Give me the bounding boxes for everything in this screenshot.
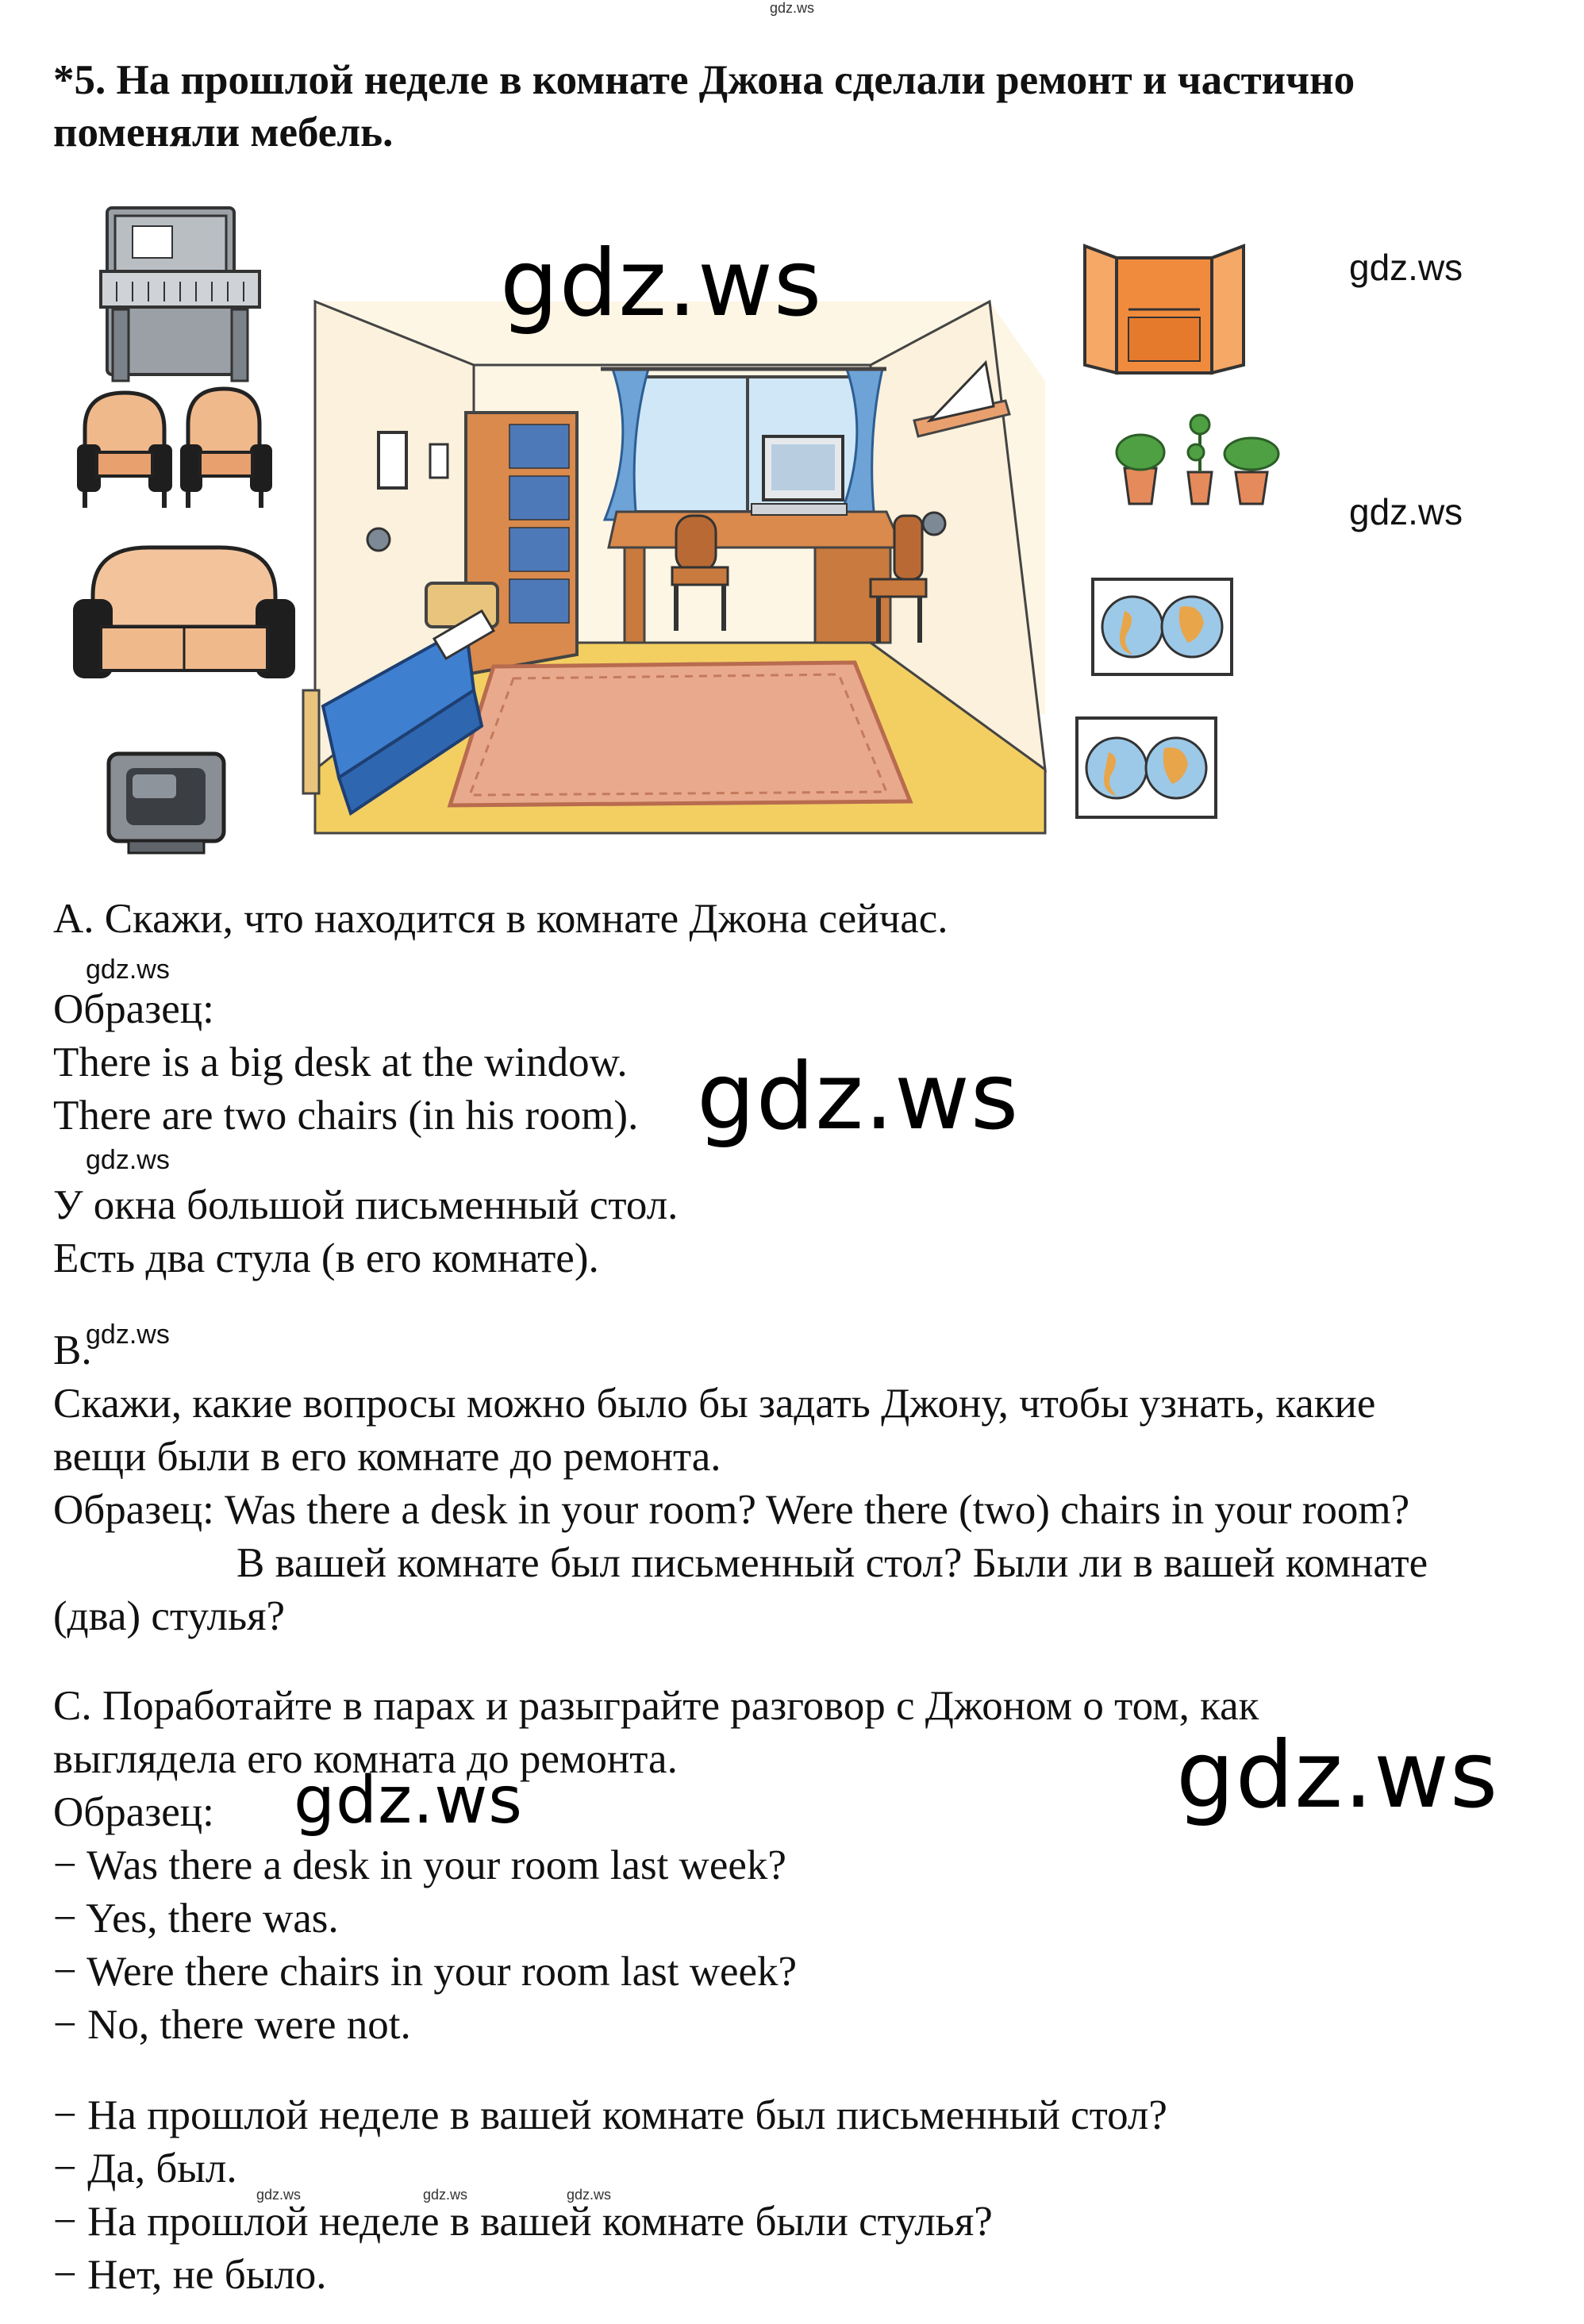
section-a-sample-label: Образец:: [53, 986, 214, 1032]
dialogue-line: − На прошлой неделе в вашей комнате были стулья?: [53, 2199, 993, 2245]
section-b-translation: (два) стулья?: [53, 1593, 286, 1639]
section-a-instruction: А. Скажи, что находится в комнате Джона сейчас.: [53, 896, 948, 942]
dialogue-line: − Was there a desk in your room last week?: [53, 1842, 786, 1888]
section-b-label: B.: [53, 1327, 92, 1373]
section-b-translation: В вашей комнате был письменный стол? Были ли в вашей комнате: [236, 1540, 1428, 1586]
section-b-instruction: вещи были в его комнате до ремонта.: [53, 1434, 721, 1480]
watermark: gdz.ws: [86, 955, 170, 985]
dialogue-line: − На прошлой неделе в вашей комнате был письменный стол?: [53, 2092, 1167, 2138]
armchair-icon: [180, 389, 272, 508]
section-b-sample: Образец: Was there a desk in your room? Were there (two) chairs in your room?: [53, 1487, 1410, 1533]
sample-line: Есть два стула (в его комнате).: [53, 1235, 599, 1281]
world-map-icon: [1077, 718, 1216, 817]
dialogue-line: − Yes, there was.: [53, 1896, 339, 1942]
tv-icon: [109, 754, 224, 853]
watermark: gdz.ws: [1349, 491, 1463, 532]
watermark: gdz.ws: [567, 2187, 612, 2203]
watermark: gdz.ws: [86, 1145, 170, 1175]
watermark: gdz.ws: [294, 1763, 523, 1838]
armchair-icon: [77, 393, 172, 508]
watermark: gdz.ws: [1176, 1722, 1499, 1829]
sample-line: У окна большой письменный стол.: [53, 1182, 679, 1228]
dialogue-line: − Да, был.: [53, 2145, 237, 2191]
top-watermark: gdz.ws: [770, 0, 815, 16]
wardrobe-icon: [1085, 246, 1244, 373]
plants-icon: [1117, 415, 1278, 504]
section-c-sample-label: Образец:: [53, 1789, 214, 1835]
sofa-icon: [73, 547, 295, 678]
piano-icon: [101, 208, 260, 381]
dialogue-line: − Нет, не было.: [53, 2252, 327, 2298]
room-scene: [303, 302, 1045, 833]
world-map-icon: [1093, 579, 1232, 674]
watermark: gdz.ws: [256, 2187, 302, 2203]
section-c-instruction: С. Поработайте в парах и разыграйте разговор с Джоном о том, как: [53, 1683, 1259, 1729]
section-c-instruction: выглядела его комната до ремонта.: [53, 1736, 678, 1782]
watermark: gdz.ws: [423, 2187, 468, 2203]
sample-line: There are two chairs (in his room).: [53, 1093, 639, 1139]
watermark: gdz.ws: [500, 230, 823, 337]
watermark: gdz.ws: [86, 1319, 170, 1350]
dialogue-line: − No, there were not.: [53, 2002, 411, 2048]
watermark: gdz.ws: [697, 1043, 1020, 1150]
section-b-instruction: Скажи, какие вопросы можно было бы задать Джону, чтобы узнать, какие: [53, 1381, 1376, 1427]
sample-line: There is a big desk at the window.: [53, 1039, 628, 1085]
dialogue-line: − Were there chairs in your room last week?: [53, 1949, 798, 1995]
watermark: gdz.ws: [1349, 247, 1463, 288]
exercise-title: *5. На прошлой неделе в комнате Джона сделали ремонт и частично поменяли мебель.: [53, 57, 1355, 156]
